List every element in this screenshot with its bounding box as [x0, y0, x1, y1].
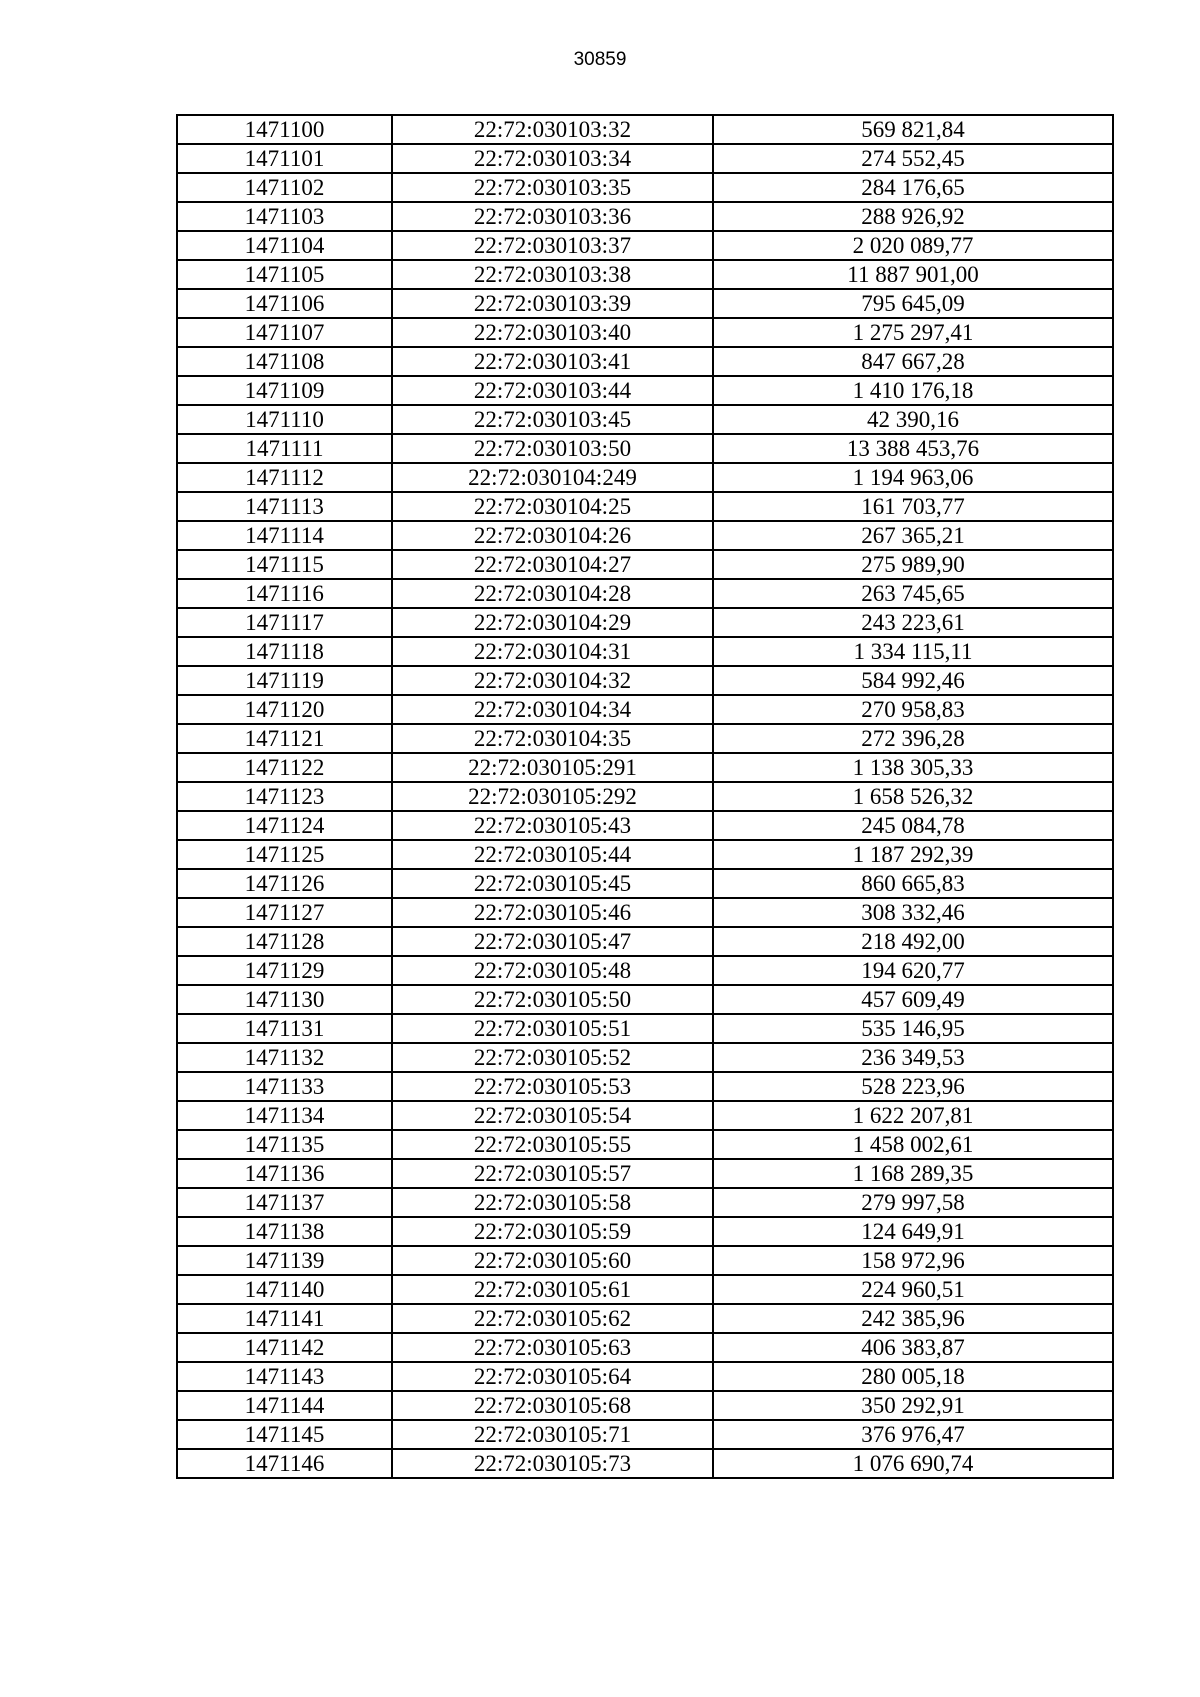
row-number-cell: 1471115	[177, 550, 392, 579]
table-row	[177, 405, 1113, 434]
cadastral-value-cell: 284 176,65	[713, 173, 1113, 202]
cadastral-number-cell: 22:72:030103:37	[392, 231, 713, 260]
cadastral-number-cell: 22:72:030104:34	[392, 695, 713, 724]
row-number-cell: 1471132	[177, 1043, 392, 1072]
row-number-cell: 1471131	[177, 1014, 392, 1043]
cadastral-value-cell: 1 658 526,32	[713, 782, 1113, 811]
cadastral-number-cell: 22:72:030105:292	[392, 782, 713, 811]
cadastral-value-cell: 535 146,95	[713, 1014, 1113, 1043]
cadastral-value-cell: 124 649,91	[713, 1217, 1113, 1246]
cadastral-value-cell: 795 645,09	[713, 289, 1113, 318]
row-number-cell: 1471122	[177, 753, 392, 782]
table-row	[177, 695, 1113, 724]
cadastral-number-cell: 22:72:030103:39	[392, 289, 713, 318]
cadastral-number-cell: 22:72:030104:31	[392, 637, 713, 666]
cadastral-value-cell: 236 349,53	[713, 1043, 1113, 1072]
table-row	[177, 608, 1113, 637]
cadastral-value-cell: 272 396,28	[713, 724, 1113, 753]
table-row	[177, 1072, 1113, 1101]
cadastral-number-cell: 22:72:030105:64	[392, 1362, 713, 1391]
cadastral-value-cell: 270 958,83	[713, 695, 1113, 724]
row-number-cell: 1471133	[177, 1072, 392, 1101]
cadastral-value-cell: 263 745,65	[713, 579, 1113, 608]
cadastral-value-cell: 2 020 089,77	[713, 231, 1113, 260]
cadastral-number-cell: 22:72:030105:54	[392, 1101, 713, 1130]
row-number-cell: 1471113	[177, 492, 392, 521]
cadastral-number-cell: 22:72:030105:47	[392, 927, 713, 956]
table-row	[177, 202, 1113, 231]
cadastral-value-cell: 1 334 115,11	[713, 637, 1113, 666]
cadastral-number-cell: 22:72:030105:52	[392, 1043, 713, 1072]
cadastral-value-cell: 11 887 901,00	[713, 260, 1113, 289]
row-number-cell: 1471143	[177, 1362, 392, 1391]
table-row	[177, 492, 1113, 521]
row-number-cell: 1471112	[177, 463, 392, 492]
cadastral-value-cell: 376 976,47	[713, 1420, 1113, 1449]
table-row	[177, 434, 1113, 463]
cadastral-number-cell: 22:72:030103:34	[392, 144, 713, 173]
table-row	[177, 550, 1113, 579]
row-number-cell: 1471121	[177, 724, 392, 753]
cadastral-value-cell: 350 292,91	[713, 1391, 1113, 1420]
cadastral-number-cell: 22:72:030104:249	[392, 463, 713, 492]
row-number-cell: 1471114	[177, 521, 392, 550]
table-row	[177, 898, 1113, 927]
table-row	[177, 1449, 1113, 1478]
table-body	[177, 115, 1113, 1478]
cadastral-value-cell: 847 667,28	[713, 347, 1113, 376]
cadastral-value-cell: 584 992,46	[713, 666, 1113, 695]
cadastral-value-cell: 1 622 207,81	[713, 1101, 1113, 1130]
cadastral-value-cell: 242 385,96	[713, 1304, 1113, 1333]
row-number-cell: 1471142	[177, 1333, 392, 1362]
cadastral-number-cell: 22:72:030103:36	[392, 202, 713, 231]
cadastral-number-cell: 22:72:030103:44	[392, 376, 713, 405]
table-row	[177, 1362, 1113, 1391]
cadastral-number-cell: 22:72:030105:48	[392, 956, 713, 985]
row-number-cell: 1471103	[177, 202, 392, 231]
cadastral-value-cell: 243 223,61	[713, 608, 1113, 637]
row-number-cell: 1471141	[177, 1304, 392, 1333]
cadastral-number-cell: 22:72:030104:27	[392, 550, 713, 579]
table-row	[177, 318, 1113, 347]
table-row	[177, 753, 1113, 782]
table-row	[177, 1275, 1113, 1304]
table-row	[177, 782, 1113, 811]
table-row	[177, 811, 1113, 840]
row-number-cell: 1471110	[177, 405, 392, 434]
table-row	[177, 1159, 1113, 1188]
cadastral-value-cell: 245 084,78	[713, 811, 1113, 840]
cadastral-value-cell: 42 390,16	[713, 405, 1113, 434]
cadastral-number-cell: 22:72:030105:57	[392, 1159, 713, 1188]
table-row	[177, 1420, 1113, 1449]
row-number-cell: 1471106	[177, 289, 392, 318]
row-number-cell: 1471146	[177, 1449, 392, 1478]
cadastral-number-cell: 22:72:030103:32	[392, 115, 713, 144]
cadastral-number-cell: 22:72:030105:60	[392, 1246, 713, 1275]
table-row	[177, 579, 1113, 608]
cadastral-value-cell: 308 332,46	[713, 898, 1113, 927]
cadastral-number-cell: 22:72:030104:26	[392, 521, 713, 550]
cadastral-number-cell: 22:72:030105:50	[392, 985, 713, 1014]
table-row	[177, 376, 1113, 405]
row-number-cell: 1471136	[177, 1159, 392, 1188]
table-row	[177, 637, 1113, 666]
row-number-cell: 1471118	[177, 637, 392, 666]
table-row	[177, 1130, 1113, 1159]
table-row	[177, 1304, 1113, 1333]
row-number-cell: 1471130	[177, 985, 392, 1014]
row-number-cell: 1471135	[177, 1130, 392, 1159]
row-number-cell: 1471145	[177, 1420, 392, 1449]
row-number-cell: 1471102	[177, 173, 392, 202]
table-row	[177, 521, 1113, 550]
cadastral-number-cell: 22:72:030105:45	[392, 869, 713, 898]
cadastral-value-cell: 288 926,92	[713, 202, 1113, 231]
cadastral-value-cell: 267 365,21	[713, 521, 1113, 550]
row-number-cell: 1471129	[177, 956, 392, 985]
cadastral-number-cell: 22:72:030105:59	[392, 1217, 713, 1246]
row-number-cell: 1471107	[177, 318, 392, 347]
row-number-cell: 1471120	[177, 695, 392, 724]
cadastral-value-cell: 1 168 289,35	[713, 1159, 1113, 1188]
cadastral-number-cell: 22:72:030103:35	[392, 173, 713, 202]
cadastral-value-cell: 161 703,77	[713, 492, 1113, 521]
table-row	[177, 144, 1113, 173]
cadastral-value-cell: 158 972,96	[713, 1246, 1113, 1275]
table-row	[177, 1333, 1113, 1362]
row-number-cell: 1471116	[177, 579, 392, 608]
cadastral-number-cell: 22:72:030105:46	[392, 898, 713, 927]
cadastral-number-cell: 22:72:030105:61	[392, 1275, 713, 1304]
cadastral-value-cell: 406 383,87	[713, 1333, 1113, 1362]
row-number-cell: 1471108	[177, 347, 392, 376]
cadastral-value-cell: 1 187 292,39	[713, 840, 1113, 869]
table-row	[177, 289, 1113, 318]
table-row	[177, 666, 1113, 695]
row-number-cell: 1471123	[177, 782, 392, 811]
row-number-cell: 1471134	[177, 1101, 392, 1130]
cadastral-number-cell: 22:72:030104:32	[392, 666, 713, 695]
table-row	[177, 869, 1113, 898]
cadastral-value-cell: 194 620,77	[713, 956, 1113, 985]
cadastral-number-cell: 22:72:030104:28	[392, 579, 713, 608]
table-row	[177, 927, 1113, 956]
cadastral-number-cell: 22:72:030103:45	[392, 405, 713, 434]
table-row	[177, 1188, 1113, 1217]
row-number-cell: 1471137	[177, 1188, 392, 1217]
row-number-cell: 1471126	[177, 869, 392, 898]
cadastral-number-cell: 22:72:030105:53	[392, 1072, 713, 1101]
cadastral-value-cell: 13 388 453,76	[713, 434, 1113, 463]
table-row	[177, 1043, 1113, 1072]
row-number-cell: 1471140	[177, 1275, 392, 1304]
cadastral-value-cell: 274 552,45	[713, 144, 1113, 173]
row-number-cell: 1471127	[177, 898, 392, 927]
row-number-cell: 1471128	[177, 927, 392, 956]
cadastral-value-cell: 457 609,49	[713, 985, 1113, 1014]
cadastral-number-cell: 22:72:030105:68	[392, 1391, 713, 1420]
cadastral-value-cell: 528 223,96	[713, 1072, 1113, 1101]
row-number-cell: 1471124	[177, 811, 392, 840]
cadastral-number-cell: 22:72:030103:40	[392, 318, 713, 347]
cadastral-number-cell: 22:72:030105:62	[392, 1304, 713, 1333]
page-number: 30859	[573, 49, 627, 70]
table-row	[177, 840, 1113, 869]
cadastral-number-cell: 22:72:030105:58	[392, 1188, 713, 1217]
cadastral-value-cell: 1 194 963,06	[713, 463, 1113, 492]
cadastral-value-cell: 224 960,51	[713, 1275, 1113, 1304]
table-row	[177, 463, 1113, 492]
row-number-cell: 1471139	[177, 1246, 392, 1275]
table-row	[177, 1391, 1113, 1420]
table-row	[177, 347, 1113, 376]
row-number-cell: 1471117	[177, 608, 392, 637]
row-number-cell: 1471111	[177, 434, 392, 463]
row-number-cell: 1471119	[177, 666, 392, 695]
table-row	[177, 1246, 1113, 1275]
cadastral-value-cell: 1 138 305,33	[713, 753, 1113, 782]
cadastral-number-cell: 22:72:030103:41	[392, 347, 713, 376]
row-number-cell: 1471144	[177, 1391, 392, 1420]
cadastral-value-cell: 279 997,58	[713, 1188, 1113, 1217]
cadastral-number-cell: 22:72:030105:71	[392, 1420, 713, 1449]
cadastral-number-cell: 22:72:030104:25	[392, 492, 713, 521]
table-row	[177, 260, 1113, 289]
row-number-cell: 1471138	[177, 1217, 392, 1246]
table-row	[177, 173, 1113, 202]
table-row	[177, 1101, 1113, 1130]
table-row	[177, 956, 1113, 985]
table-row	[177, 115, 1113, 144]
cadastral-value-cell: 1 076 690,74	[713, 1449, 1113, 1478]
cadastral-value-cell: 1 410 176,18	[713, 376, 1113, 405]
table-row	[177, 985, 1113, 1014]
table-row	[177, 1014, 1113, 1043]
cadastral-number-cell: 22:72:030103:38	[392, 260, 713, 289]
table-row	[177, 231, 1113, 260]
cadastral-value-cell: 860 665,83	[713, 869, 1113, 898]
cadastral-number-cell: 22:72:030103:50	[392, 434, 713, 463]
table-row	[177, 1217, 1113, 1246]
cadastral-value-cell: 280 005,18	[713, 1362, 1113, 1391]
cadastral-number-cell: 22:72:030105:44	[392, 840, 713, 869]
cadastral-number-cell: 22:72:030104:29	[392, 608, 713, 637]
cadastral-value-table	[176, 114, 1114, 1479]
cadastral-number-cell: 22:72:030105:291	[392, 753, 713, 782]
cadastral-value-cell: 275 989,90	[713, 550, 1113, 579]
cadastral-value-cell: 1 275 297,41	[713, 318, 1113, 347]
cadastral-value-cell: 218 492,00	[713, 927, 1113, 956]
cadastral-number-cell: 22:72:030105:51	[392, 1014, 713, 1043]
row-number-cell: 1471105	[177, 260, 392, 289]
cadastral-value-cell: 1 458 002,61	[713, 1130, 1113, 1159]
row-number-cell: 1471104	[177, 231, 392, 260]
row-number-cell: 1471109	[177, 376, 392, 405]
cadastral-value-cell: 569 821,84	[713, 115, 1113, 144]
cadastral-number-cell: 22:72:030105:73	[392, 1449, 713, 1478]
row-number-cell: 1471101	[177, 144, 392, 173]
row-number-cell: 1471100	[177, 115, 392, 144]
cadastral-number-cell: 22:72:030104:35	[392, 724, 713, 753]
cadastral-value-table-container	[176, 114, 1112, 1479]
cadastral-number-cell: 22:72:030105:43	[392, 811, 713, 840]
cadastral-number-cell: 22:72:030105:55	[392, 1130, 713, 1159]
row-number-cell: 1471125	[177, 840, 392, 869]
cadastral-number-cell: 22:72:030105:63	[392, 1333, 713, 1362]
table-row	[177, 724, 1113, 753]
